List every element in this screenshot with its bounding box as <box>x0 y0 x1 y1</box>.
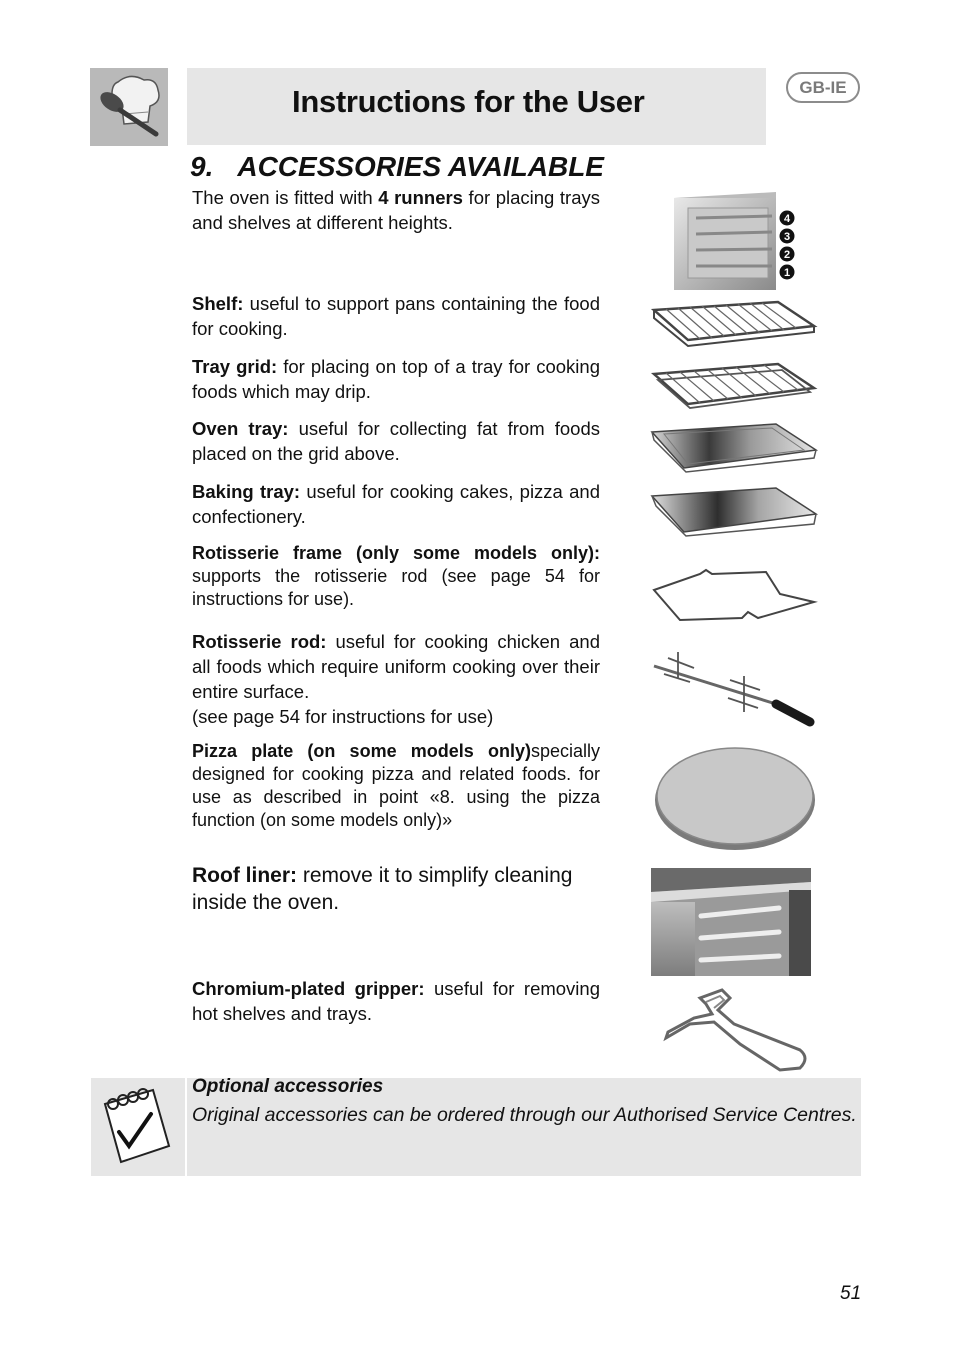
spoon-chef-hat-icon <box>90 68 168 146</box>
page-number: 51 <box>840 1283 862 1304</box>
rotisserie-rod-icon <box>650 646 816 730</box>
gripper-icon <box>660 984 820 1074</box>
notepad-check-icon <box>99 1084 177 1168</box>
baking-tray-icon <box>648 484 820 538</box>
accessory-baking-tray: Baking tray: useful for cooking cakes, pizza and confectionery. <box>192 481 600 527</box>
pizza-plate-icon <box>652 740 818 852</box>
accessory-pizza-plate: Pizza plate (on some models only)specially designed for cooking pizza and related foods. for use as described in point «8. using the pizza function (on some models only)» <box>192 741 600 830</box>
gripper-illustration <box>660 984 820 1079</box>
runner-numbers-icon <box>776 208 798 284</box>
shelf-illustration <box>648 296 820 353</box>
section-title <box>190 151 604 183</box>
brand-logo <box>90 68 168 146</box>
rotisserie-frame-icon <box>650 568 818 622</box>
rotisserie-frame-illustration <box>650 568 818 627</box>
rotisserie-rod-illustration <box>650 646 816 735</box>
accessory-rotisserie-frame: Rotisserie frame (only some models only): supports the rotisserie rod (see page 54 for instructions for use). <box>192 543 600 609</box>
section-number: 9. <box>190 151 214 182</box>
svg-text:4: 4 <box>783 213 791 225</box>
roof-liner-icon <box>651 868 811 976</box>
note-title: Optional accessories <box>192 1076 384 1097</box>
accessory-gripper: Chromium-plated gripper: useful for removing hot shelves and trays. <box>192 978 600 1024</box>
oven-shelf-icon <box>648 296 820 348</box>
oven-tray-icon <box>648 420 820 474</box>
language-badge: GB-IE <box>786 72 860 103</box>
page-title: Instructions for the User <box>292 84 645 119</box>
intro-paragraph: The oven is fitted with 4 runners for placing trays and shelves at different heights. <box>192 187 601 233</box>
oven-runners-illustration <box>674 192 798 290</box>
svg-text:1: 1 <box>783 267 791 279</box>
accessory-roof-liner: Roof liner: remove it to simplify cleaning inside the oven. <box>192 864 573 914</box>
pizza-plate-illustration <box>652 740 818 857</box>
accessory-shelf: Shelf: useful to support pans containing the food for cooking. <box>192 293 600 339</box>
tray-grid-icon <box>648 358 820 412</box>
svg-text:3: 3 <box>783 231 791 243</box>
roof-liner-illustration <box>651 868 811 981</box>
svg-text:2: 2 <box>783 249 791 261</box>
oven-tray-illustration <box>648 420 820 479</box>
note-icon-panel <box>91 1078 185 1176</box>
accessory-tray-grid: Tray grid: for placing on top of a tray for cooking foods which may drip. <box>192 356 600 402</box>
section-title-text: ACCESSORIES AVAILABLE <box>237 151 604 182</box>
note-text: Original accessories can be ordered through our Authorised Service Centres. <box>192 1104 857 1126</box>
accessory-oven-tray: Oven tray: useful for collecting fat from foods placed on the grid above. <box>192 418 600 464</box>
accessory-rotisserie-rod: Rotisserie rod: useful for cooking chicken and all foods which require uniform cooking over their entire surface. (see page 54 for instructions for use) <box>192 631 601 727</box>
tray-grid-illustration <box>648 358 820 417</box>
baking-tray-illustration <box>648 484 820 543</box>
